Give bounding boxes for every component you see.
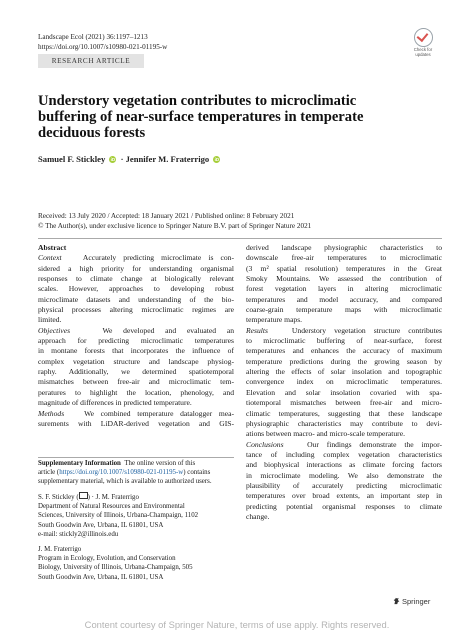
context-line: limited. <box>38 315 62 325</box>
objectives-line: approach for predicting microclimatic temperatures <box>38 336 234 346</box>
conclusions-line: in microclimate modeling. We also demonstrate the <box>246 470 442 480</box>
body-line: Smoky Mountains. We assessed the contribution of <box>246 274 442 284</box>
conclusions-line: temperatures over broad extents, an important step in <box>246 491 442 501</box>
envelope-icon[interactable] <box>79 492 88 499</box>
results-line: climatic temperatures, suggesting that these landscape <box>246 408 442 418</box>
journal-line: Landscape Ecol (2021) 36:1197–1213 <box>38 33 148 41</box>
supp-link[interactable]: https://doi.org/10.1007/s10980-021-01195-w <box>59 469 184 477</box>
supplementary-info: Supplementary Information The online version of this article (https://doi.org/10.1007/s10980-021-01195-w) contains supplementary material, which is available to authorized users. <box>38 460 212 486</box>
methods-line: surements with LiDAR-derived vegetation and GIS- <box>38 418 234 428</box>
title-line-1: Understory vegetation contributes to microclimatic <box>38 93 357 109</box>
divider <box>38 238 442 239</box>
methods-line: Methods We combined temperature datalogger mea- <box>38 408 234 418</box>
footnote-divider <box>38 457 234 458</box>
context-line: sidered a high priority for understanding organismal <box>38 263 234 273</box>
author-list <box>38 154 222 164</box>
body-line: temperatures and model accuracy, and compared <box>246 294 442 304</box>
results-line: to microclimatic buffering of near-surface, forest <box>246 336 442 346</box>
methods-label: Methods <box>38 408 65 418</box>
context-line: scales. However, approaches to developing robust <box>38 284 234 294</box>
objectives-label: Objectives <box>38 325 71 335</box>
conclusions-line: predicting potential organismal responses to climate <box>246 501 442 511</box>
springer-horse-icon <box>393 597 400 605</box>
badge-label-1: Check for <box>413 47 433 52</box>
objectives-line: peratures to highlight the location, phenology, and <box>38 387 234 397</box>
results-line: altering the effects of solar insolation and topographic <box>246 367 442 377</box>
article-title <box>38 93 418 142</box>
results-line: temperatures and enhances the accuracy of maximum <box>246 346 442 356</box>
courtesy-notice: Content courtesy of Springer Nature, terms of use apply. Rights reserved. <box>84 619 390 630</box>
publication-dates <box>38 211 311 231</box>
right-column <box>246 243 442 522</box>
title-line-3: deciduous forests <box>38 125 146 142</box>
objectives-line: mismatches between free-air and microclimatic tem- <box>38 377 234 387</box>
results-line: Results Understory vegetation structure contributes <box>246 325 442 335</box>
author-separator: · <box>120 154 124 164</box>
left-column <box>38 243 234 429</box>
title-line-2: buffering of near-surface temperatures in temperate <box>38 109 364 126</box>
body-line: forest vegetation layers in altering microclimatic <box>246 284 442 294</box>
objectives-line: complex vegetation structure and landscape physiog- <box>38 356 234 366</box>
results-line: tiotemporal mismatches between free-air and micro- <box>246 398 442 408</box>
results-line: temperature predictions during the growing season by <box>246 356 442 366</box>
results-line: physiographic characteristics may contribute to devi- <box>246 418 442 428</box>
copyright-line: © The Author(s), under exclusive licence to Springer Nature B.V. part of Springer Nature 2021 <box>38 222 312 230</box>
conclusions-line: Conclusions Our findings demonstrate the impor- <box>246 439 442 449</box>
affiliation-1: S. F. Stickley ( ) · J. M. Fraterrigo Department of Natural Resources and Environmental Sciences, University of Illinois, Urbana-Champaign, 1102 South Goodwin Ave, Urbana, IL 61801, USA e-mail: stickly2@illinois.edu <box>38 492 234 539</box>
context-line: microclimate datasets and understanding of the bio- <box>38 294 234 304</box>
objectives-line: magnitude of differences in predicted temperature. <box>38 398 192 408</box>
publisher-logo <box>393 597 430 606</box>
author-name[interactable]: Jennifer M. Fraterrigo <box>125 154 210 164</box>
context-line: physical processes altering microclimatic regimes are <box>38 305 234 315</box>
author-name[interactable]: Samuel F. Stickley <box>38 154 106 164</box>
abstract-heading: Abstract <box>38 243 67 252</box>
conclusions-label: Conclusions <box>246 439 284 449</box>
results-line: Elevation and solar insolation covaried with spa- <box>246 387 442 397</box>
email-link[interactable]: e-mail: stickly2@illinois.edu <box>38 530 119 538</box>
badge-label-2: updates <box>415 51 431 57</box>
body-line: coarse-grain temperature maps with microclimatic <box>246 305 442 315</box>
results-line: convergence index on microclimatic temperatures. <box>246 377 442 387</box>
journal-citation <box>38 33 167 53</box>
orcid-icon[interactable]: iD <box>110 157 116 162</box>
context-line: Context Accurately predicting microclimate is con- <box>38 253 234 263</box>
body-line: derived landscape physiographic characteristics to <box>246 243 442 252</box>
results-label: Results <box>246 325 268 335</box>
doi-line[interactable]: https://doi.org/10.1007/s10980-021-01195-w <box>38 42 168 51</box>
publisher-name: Springer <box>402 597 431 606</box>
context-line: responses to climate change at biologically relevant <box>38 274 234 284</box>
context-label: Context <box>38 253 62 263</box>
body-line: downscale free-air temperatures to microclimatic <box>246 253 442 263</box>
check-for-updates-badge[interactable] <box>408 28 438 58</box>
affiliation-2: J. M. Fraterrigo Program in Ecology, Evolution, and Conservation Biology, University of Illinois, Urbana-Champaign, 505 South Goodwin Ave, Urbana, IL 61801, USA <box>38 546 193 581</box>
body-line: temperature maps. <box>246 315 303 325</box>
conclusions-line: plausibility of accurately predicting microclimatic <box>246 480 442 490</box>
conclusions-line: tance of including complex vegetation characteristics <box>246 449 442 459</box>
objectives-line: in montane forests that incorporates the influence of <box>38 346 234 356</box>
received-line: Received: 13 July 2020 / Accepted: 18 January 2021 / Published online: 8 February 2021 <box>38 212 295 220</box>
results-line: ations between macro- and micro-scale temperature. <box>246 429 405 439</box>
conclusions-line: change. <box>246 511 270 521</box>
objectives-line: raphy. Additionally, we determined spatiotemporal <box>38 367 234 377</box>
check-updates-icon <box>414 28 433 47</box>
orcid-icon[interactable]: iD <box>214 157 220 162</box>
conclusions-line: and biophysical interactions as climate forcing factors <box>246 460 442 470</box>
supp-label: Supplementary Information <box>38 460 121 467</box>
objectives-line: Objectives We developed and evaluated an <box>38 325 234 335</box>
article-type-tag: RESEARCH ARTICLE <box>38 54 144 68</box>
body-line: (3 m² spatial resolution) temperatures in the Great <box>246 263 442 273</box>
